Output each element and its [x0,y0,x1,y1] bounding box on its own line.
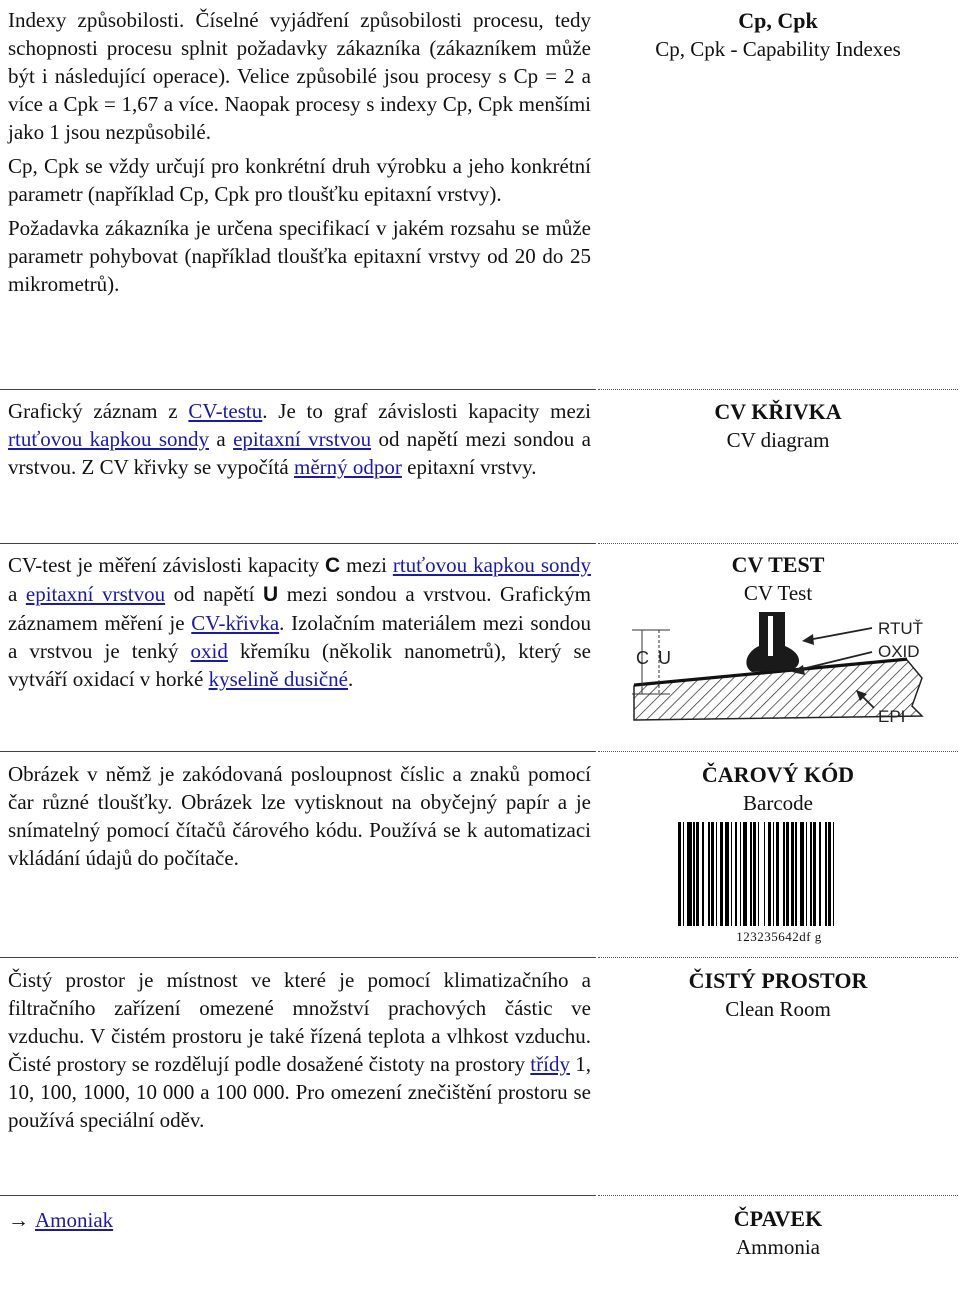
diagram-label-u: U [658,648,671,668]
link-tridy[interactable]: třídy [530,1052,570,1076]
link-oxid[interactable]: oxid [190,639,228,663]
barcode-bar [753,822,756,926]
divider [0,751,596,752]
diagram-label-oxid: OXID [878,642,920,661]
barcode-bar [687,822,692,926]
term-block [598,761,958,817]
barcode-bar [716,822,718,926]
barcode-bar [810,822,812,926]
term-block [598,967,958,1023]
barcode-bar [683,822,685,926]
term-title: CV KŘIVKA [714,399,842,424]
term-translation: CV diagram [726,428,830,452]
barcode-bar [773,822,775,926]
link-rtutova-kapka[interactable]: rtuťovou kapkou sondy [392,553,592,577]
barcode-bar [833,822,835,926]
term-title: ČAROVÝ KÓD [701,762,855,787]
term-translation: Cp, Cpk - Capability Indexes [655,37,901,61]
diagram-label-rtut: RTUŤ [878,619,924,638]
barcode-bar [825,822,827,926]
barcode-bar [828,822,831,926]
paragraph: Požadavka zákazníka je určena specifikací v jakém rozsahu se může parametr pohybovat (například tloušťka epitaxní vrstvy od 20 do 25 mikrometrů). [8,216,591,296]
barcode-bar [764,822,766,926]
link-cv-test[interactable]: CV-testu [188,399,263,423]
barcode-bar [768,822,771,926]
definition-text [8,6,591,304]
barcode-bar [735,822,737,926]
arrow-icon: → [8,1208,29,1232]
divider [0,1195,596,1196]
barcode-bar [693,822,695,926]
link-rtutova-kapka[interactable]: rtuťovou kapkou sondy [8,427,210,451]
link-amoniak[interactable]: Amoniak [35,1208,114,1232]
term-translation: CV Test [743,581,813,605]
barcode-bar [740,822,742,926]
barcode-bar [806,822,808,926]
definition-text [8,760,591,878]
barcode-bar [786,822,789,926]
link-merny-odpor[interactable]: měrný odpor [294,455,402,479]
link-cv-krivka[interactable]: CV-křivka [191,611,280,635]
cv-test-diagram [622,608,958,732]
barcode-bar [708,822,710,926]
arrow-head [802,634,814,645]
barcode-bar [750,822,752,926]
divider [598,543,958,544]
definition-text: Grafický záznam z CV-testu. Je to graf závislosti kapacity mezi rtuťovou kapkou sondy a epitaxní vrstvou od napětí mezi sondou a vrstvou. Z CV křivky se vypočítá měrný odpor epitaxní vrstvy. [8,399,591,479]
barcode-bar [776,822,779,926]
barcode-bar [819,822,821,926]
term-block [598,1205,958,1261]
barcode-bar [783,822,785,926]
divider [0,389,596,390]
barcode-bar [711,822,714,926]
term-title: ČISTÝ PROSTOR [688,968,868,993]
barcode-bar [800,822,805,926]
divider [598,1195,958,1196]
barcode-bar [758,822,760,926]
term-title: CV TEST [731,552,825,577]
divider [598,751,958,752]
probe-highlight [768,616,773,656]
term-block [598,7,958,63]
term-block [598,551,958,607]
barcode-bar [731,822,733,926]
definition-text [8,1206,591,1240]
barcode-image [678,822,880,926]
barcode-number: 123235642df g [736,929,822,944]
barcode-bar [743,822,748,926]
term-block [598,398,958,454]
divider [0,957,596,958]
definition-text: CV-test je měření závislosti kapacity C mezi rtuťovou kapkou sondy a epitaxní vrstvou od napětí U mezi sondou a vrstvou. Grafickým záznamem měření je CV-křivka. Izolačním materiálem mezi sondou a vrstvou je tenký oxid křemíku (několik nanometrů), který se vytváří oxidací v horké kyselině dusičné. [8,553,592,691]
paragraph: Cp, Cpk se vždy určují pro konkrétní druh výrobku a jeho konkrétní parametr (například Cp, Cpk pro tloušťku epitaxní vrstvy). [8,154,591,206]
barcode-bar [678,822,681,926]
divider [598,389,958,390]
arrow-line [808,628,872,640]
barcode-bar [696,822,699,926]
barcode-bar [795,822,797,926]
barcode-bar [813,822,816,926]
term-title: ČPAVEK [733,1206,823,1231]
term-translation: Barcode [743,791,813,815]
link-epitaxni-vrstva[interactable]: epitaxní vrstvou [233,427,372,451]
barcode-bar [702,822,704,926]
term-translation: Clean Room [725,997,831,1021]
barcode-bars [678,822,880,926]
definition-text: Čistý prostor je místnost ve které je pomocí klimatizačního a filtračního zařízení omezené množství prachových částic ve vzduchu. V čistém prostoru je také řízená teplota a vlhkost vzduchu. Čisté prostory se rozdělují podle dosažené čistoty na prostory třídy 1, 10, 100, 1000, 10 000 a 100 000. Pro omezení znečištění prostoru se používá speciální oděv. [8,968,592,1132]
divider [598,957,958,958]
paragraph: Obrázek v němž je zakódovaná posloupnost číslic a znaků pomocí čar různé tloušťky. Obrázek lze vytisknout na obyčejný papír a je snímatelný pomocí čítačů čárového kódu. Používá se k automatizaci vkládání údajů do počítače. [8,762,591,870]
link-kyselina-dusicna[interactable]: kyselině dusičné [208,667,348,691]
diagram-label-c: C [636,648,649,668]
link-epitaxni-vrstva[interactable]: epitaxní vrstvou [25,582,166,606]
diagram-label-epi: EPI [878,707,906,726]
term-translation: Ammonia [736,1235,820,1259]
term-title: Cp, Cpk [738,8,818,33]
divider [0,543,596,544]
barcode-bar [720,822,723,926]
barcode-bar [725,822,730,926]
paragraph: Indexy způsobilosti. Číselné vyjádření způsobilosti procesu, tedy schopnosti procesu splnit požadavky zákazníka (zákazníkem může být i následující operace). Velice způsobilé jsou procesy s Cp = 2 a více a Cpk = 1,67 a více. Naopak procesy s indexy Cp, Cpk menšími jako 1 jsou nezpůsobilé. [8,8,591,144]
barcode-bar [791,822,794,926]
